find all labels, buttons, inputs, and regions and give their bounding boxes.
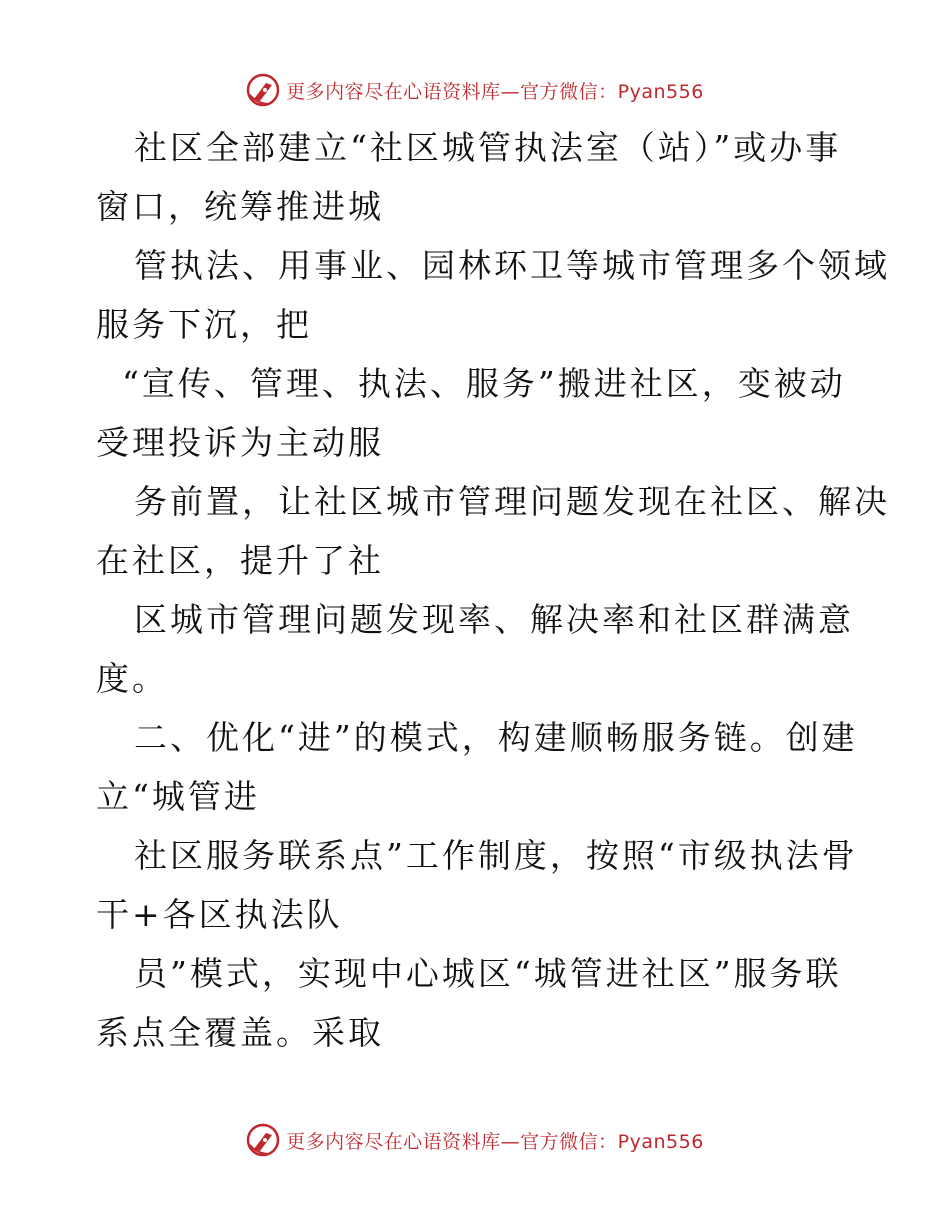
header-banner bbox=[0, 70, 950, 110]
body-line: 系点全覆盖。采取 bbox=[96, 1013, 384, 1052]
body-line: 务前置，让社区城市管理问题发现在社区、解决 bbox=[134, 482, 890, 521]
document-body bbox=[96, 118, 890, 1062]
body-line: 服务下沉，把 bbox=[96, 305, 312, 344]
body-line: 社区服务联系点”工作制度，按照“市级执法骨 bbox=[134, 836, 858, 875]
body-line: 立“城管进 bbox=[96, 777, 260, 816]
footer-banner-inner bbox=[246, 1123, 704, 1157]
body-line: 员”模式，实现中心城区“城管进社区”服务联 bbox=[134, 954, 842, 993]
body-line: 受理投诉为主动服 bbox=[96, 423, 384, 462]
body-line: 窗口，统筹推进城 bbox=[96, 187, 384, 226]
pen-nib-logo-icon bbox=[246, 1123, 280, 1157]
header-banner-text: 更多内容尽在心语资料库—官方微信：Pyan556 bbox=[286, 80, 704, 103]
footer-banner-text: 更多内容尽在心语资料库—官方微信：Pyan556 bbox=[286, 1130, 704, 1153]
body-line: 管执法、用事业、园林环卫等城市管理多个领域 bbox=[134, 246, 890, 285]
body-line: 区城市管理问题发现率、解决率和社区群满意 bbox=[134, 600, 854, 639]
pen-nib-logo-icon bbox=[246, 73, 280, 107]
footer-banner bbox=[0, 1120, 950, 1160]
body-line: 社区全部建立“社区城管执法室（站）”或办事 bbox=[134, 128, 842, 167]
body-line: 干+各区执法队 bbox=[96, 895, 343, 934]
body-line: “宣传、管理、执法、服务”搬进社区，变被动 bbox=[122, 364, 846, 403]
body-line: 在社区，提升了社 bbox=[96, 541, 384, 580]
body-line: 度。 bbox=[96, 659, 168, 698]
header-banner-inner bbox=[246, 73, 704, 107]
body-line: 二、优化“进”的模式，构建顺畅服务链。创建 bbox=[134, 718, 858, 757]
